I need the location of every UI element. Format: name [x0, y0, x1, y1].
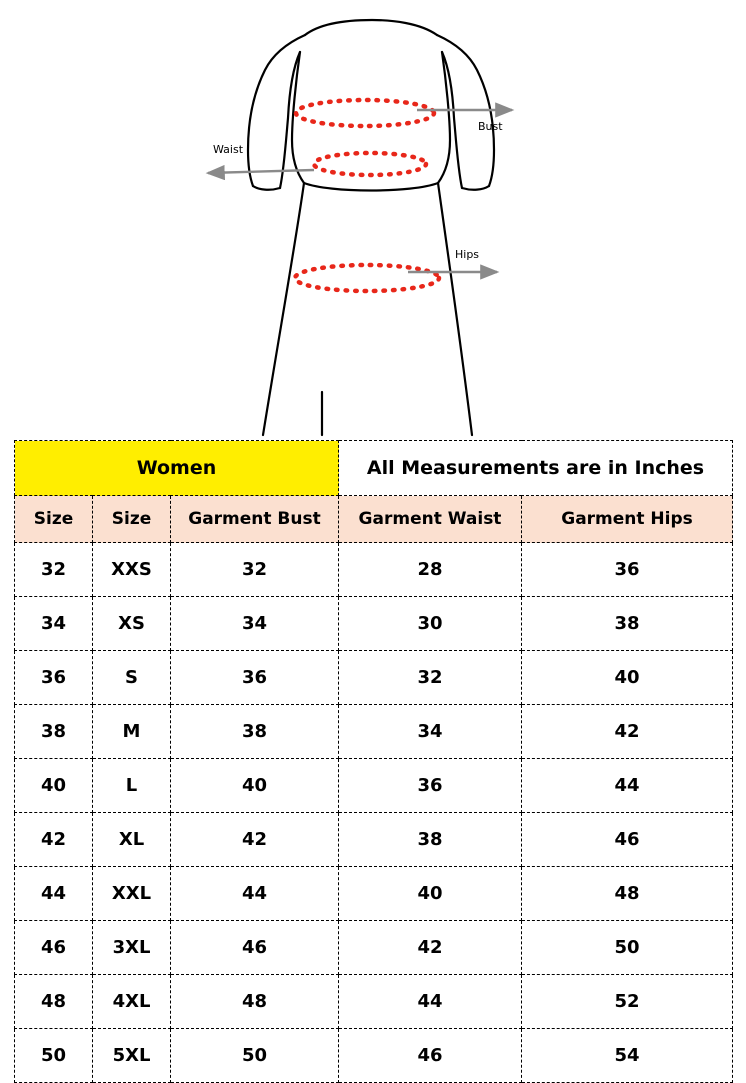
cell-size-alpha: L [93, 759, 171, 813]
women-title-cell: Women [15, 441, 339, 496]
table-row [15, 705, 733, 759]
table-header-row [15, 441, 733, 496]
cell-size-num: 34 [15, 597, 93, 651]
cell-size-num: 38 [15, 705, 93, 759]
column-header-garment-bust: Garment Bust [171, 496, 339, 543]
cell-waist: 34 [339, 705, 522, 759]
table-row [15, 597, 733, 651]
table-row [15, 543, 733, 597]
cell-hips: 42 [522, 705, 733, 759]
cell-hips: 50 [522, 921, 733, 975]
cell-hips: 36 [522, 543, 733, 597]
bust-label: Bust [478, 120, 503, 133]
cell-hips: 38 [522, 597, 733, 651]
table-row [15, 1029, 733, 1083]
cell-hips: 40 [522, 651, 733, 705]
bust-measure-ellipse [296, 100, 434, 126]
cell-bust: 50 [171, 1029, 339, 1083]
hips-label: Hips [455, 248, 480, 261]
cell-bust: 42 [171, 813, 339, 867]
cell-hips: 48 [522, 867, 733, 921]
cell-waist: 44 [339, 975, 522, 1029]
cell-waist: 36 [339, 759, 522, 813]
cell-waist: 46 [339, 1029, 522, 1083]
cell-size-alpha: XL [93, 813, 171, 867]
dress-illustration-svg [0, 0, 746, 440]
cell-bust: 48 [171, 975, 339, 1029]
cell-size-num: 36 [15, 651, 93, 705]
measurement-figure [0, 0, 746, 440]
cell-bust: 36 [171, 651, 339, 705]
cell-hips: 44 [522, 759, 733, 813]
cell-bust: 34 [171, 597, 339, 651]
table-row [15, 921, 733, 975]
table-column-header-row [15, 496, 733, 543]
column-header-size-alpha: Size [93, 496, 171, 543]
cell-size-num: 48 [15, 975, 93, 1029]
cell-bust: 38 [171, 705, 339, 759]
cell-size-alpha: 5XL [93, 1029, 171, 1083]
cell-hips: 46 [522, 813, 733, 867]
cell-size-alpha: M [93, 705, 171, 759]
size-table [14, 440, 733, 1083]
table-row [15, 975, 733, 1029]
cell-size-num: 44 [15, 867, 93, 921]
table-row [15, 651, 733, 705]
cell-waist: 42 [339, 921, 522, 975]
cell-hips: 52 [522, 975, 733, 1029]
cell-bust: 44 [171, 867, 339, 921]
cell-size-num: 46 [15, 921, 93, 975]
waist-measure-ellipse [314, 153, 426, 175]
cell-waist: 32 [339, 651, 522, 705]
cell-size-num: 42 [15, 813, 93, 867]
cell-bust: 40 [171, 759, 339, 813]
waist-label: Waist [213, 143, 244, 156]
column-header-size-num: Size [15, 496, 93, 543]
cell-size-alpha: 3XL [93, 921, 171, 975]
cell-size-alpha: S [93, 651, 171, 705]
cell-waist: 40 [339, 867, 522, 921]
units-note-cell: All Measurements are in Inches [339, 441, 733, 496]
table-row [15, 867, 733, 921]
cell-size-alpha: XXL [93, 867, 171, 921]
cell-waist: 38 [339, 813, 522, 867]
cell-waist: 30 [339, 597, 522, 651]
cell-size-alpha: XXS [93, 543, 171, 597]
cell-size-num: 32 [15, 543, 93, 597]
size-table-wrapper [14, 440, 732, 1083]
hips-measure-ellipse [295, 265, 439, 291]
body-outline [248, 20, 494, 435]
cell-size-num: 40 [15, 759, 93, 813]
cell-size-num: 50 [15, 1029, 93, 1083]
cell-hips: 54 [522, 1029, 733, 1083]
cell-size-alpha: 4XL [93, 975, 171, 1029]
column-header-garment-hips: Garment Hips [522, 496, 733, 543]
table-row [15, 759, 733, 813]
table-row [15, 813, 733, 867]
cell-waist: 28 [339, 543, 522, 597]
cell-bust: 32 [171, 543, 339, 597]
column-header-garment-waist: Garment Waist [339, 496, 522, 543]
cell-size-alpha: XS [93, 597, 171, 651]
cell-bust: 46 [171, 921, 339, 975]
